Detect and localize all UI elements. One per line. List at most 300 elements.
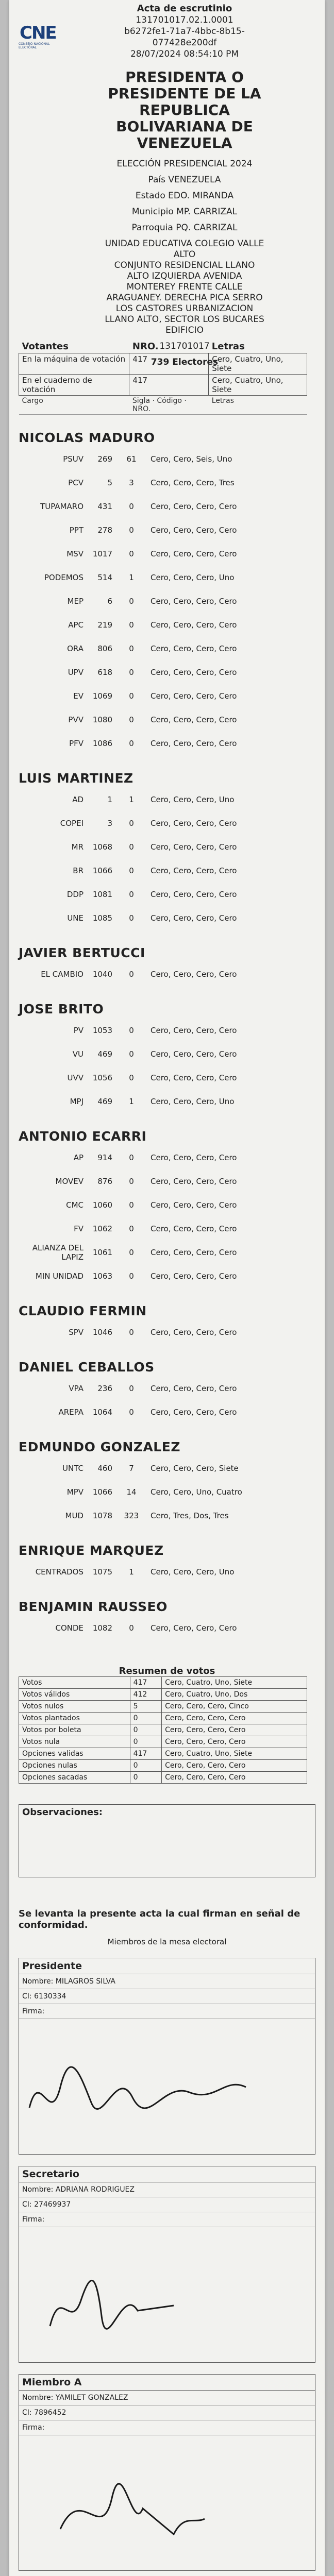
party-acronym: MEP <box>67 597 84 606</box>
summary-title: Resumen de votos <box>119 1666 215 1676</box>
party-votes-words: Cero, Cero, Cero, Cero <box>151 1623 237 1633</box>
party-acronym: VPA <box>69 1384 84 1393</box>
party-votes: 0 <box>129 1026 134 1035</box>
party-code: 1040 <box>92 970 112 979</box>
votantes-row-words: Cero, Cuatro, Uno, Siete <box>209 353 307 375</box>
party-code: 469 <box>97 1097 112 1106</box>
party-votes: 0 <box>129 1384 134 1393</box>
summary-row <box>19 1760 307 1772</box>
party-code: 3 <box>107 819 112 828</box>
party-votes-words: Cero, Cero, Cero, Cero <box>151 1049 237 1059</box>
party-votes: 0 <box>129 1224 134 1233</box>
members-title: Miembros de la mesa electoral <box>107 1937 227 1946</box>
party-acronym: CENTRADOS <box>35 1567 84 1577</box>
summary-label: Opciones validas <box>19 1748 130 1760</box>
party-votes: 3 <box>129 478 134 487</box>
party-votes: 0 <box>129 549 134 558</box>
party-acronym: UNE <box>67 913 84 923</box>
party-row <box>19 637 307 660</box>
address-2: ALTO IZQUIERDA AVENIDA <box>127 271 242 281</box>
party-row <box>19 906 307 930</box>
acta-timestamp: 28/07/2024 08:54:10 PM <box>130 49 239 59</box>
party-row <box>19 1504 307 1528</box>
party-acronym: PODEMOS <box>44 573 84 582</box>
party-row <box>19 811 307 835</box>
party-votes: 0 <box>129 1623 134 1633</box>
party-row <box>19 1560 307 1584</box>
party-row <box>19 708 307 732</box>
logo-subtitle: CONSEJO NACIONAL ELECTORAL <box>19 42 50 49</box>
cne-logo <box>16 23 56 49</box>
party-row <box>19 1456 307 1480</box>
country: País VENEZUELA <box>148 175 221 185</box>
member-firma-label: Firma: <box>19 2004 315 2019</box>
candidate-parties-table <box>19 1320 307 1344</box>
party-acronym: VU <box>72 1049 84 1059</box>
party-votes-words: Cero, Cero, Cero, Cero <box>151 644 237 653</box>
party-acronym: EV <box>73 691 84 701</box>
party-votes-words: Cero, Cero, Cero, Tres <box>151 478 235 487</box>
party-votes: 0 <box>129 866 134 875</box>
party-code: 1068 <box>92 842 112 852</box>
summary-words: Cero, Cero, Cero, Cero <box>162 1772 307 1784</box>
party-votes-words: Cero, Cero, Cero, Uno <box>151 1567 235 1577</box>
party-votes-words: Cero, Cero, Cero, Cero <box>151 549 237 558</box>
party-code: 1075 <box>92 1567 112 1577</box>
observations-box <box>19 1804 315 1877</box>
party-row <box>19 1320 307 1344</box>
summary-row <box>19 1677 307 1689</box>
party-acronym: FV <box>74 1224 84 1233</box>
address-1: CONJUNTO RESIDENCIAL LLANO <box>114 260 255 270</box>
party-row <box>19 732 307 755</box>
party-votes: 0 <box>129 1073 134 1082</box>
party-votes: 0 <box>129 526 134 535</box>
party-votes: 0 <box>129 1408 134 1417</box>
party-row <box>19 1480 307 1504</box>
party-row <box>19 1616 307 1640</box>
party-row <box>19 1400 307 1424</box>
candidate-name: BENJAMIN RAUSSEO <box>19 1599 168 1614</box>
acta-code: 131701017.02.1.0001 <box>136 15 233 25</box>
party-votes-words: Cero, Cero, Cero, Cero <box>151 668 237 677</box>
party-row <box>19 613 307 637</box>
party-votes-words: Cero, Cero, Cero, Cero <box>151 1026 237 1035</box>
center-code: 131701017 <box>159 341 210 351</box>
candidate-name: JAVIER BERTUCCI <box>19 945 145 960</box>
party-votes-words: Cero, Cero, Cero, Cero <box>151 739 237 748</box>
candidate-name: DANIEL CEBALLOS <box>19 1360 155 1375</box>
party-votes: 61 <box>126 454 137 464</box>
member-box <box>19 2166 315 2363</box>
party-votes: 1 <box>129 573 134 582</box>
summary-label: Votos nulos <box>19 1701 130 1713</box>
summary-num: 417 <box>130 1677 162 1689</box>
candidate-parties-table <box>19 447 307 755</box>
summary-label: Votos plantados <box>19 1713 130 1724</box>
member-firma-label: Firma: <box>19 2420 315 2435</box>
party-votes-words: Cero, Cero, Cero, Cero <box>151 1177 237 1186</box>
candidate-parties-table <box>19 788 307 930</box>
party-votes: 0 <box>129 890 134 899</box>
party-code: 236 <box>97 1384 112 1393</box>
candidate-name: EDMUNDO GONZALEZ <box>19 1439 180 1454</box>
party-row <box>19 1019 307 1042</box>
signature-stroke <box>60 2484 205 2534</box>
party-acronym: BR <box>73 866 84 875</box>
party-row <box>19 471 307 495</box>
party-votes-words: Cero, Cero, Cero, Cero <box>151 913 237 923</box>
summary-label: Votos válidos <box>19 1689 130 1701</box>
unit-name-2: ALTO <box>173 249 196 260</box>
party-acronym: AREPA <box>58 1408 84 1417</box>
candidate-name: ANTONIO ECARRI <box>19 1129 147 1144</box>
address-4: ARAGUANEY. DERECHA PICA SERRO <box>106 293 263 303</box>
party-code: 1056 <box>92 1073 112 1082</box>
party-code: 5 <box>107 478 112 487</box>
summary-row <box>19 1748 307 1760</box>
party-votes-words: Cero, Cero, Cero, Cero <box>151 620 237 630</box>
party-votes: 0 <box>129 819 134 828</box>
logo-text: CNE <box>20 23 56 43</box>
col-nro: NRO. <box>132 405 151 413</box>
party-votes: 0 <box>129 739 134 748</box>
party-votes-words: Cero, Cero, Cero, Uno <box>151 1097 235 1106</box>
party-code: 514 <box>97 573 112 582</box>
party-code: 1086 <box>92 739 112 748</box>
party-acronym: PPT <box>69 526 84 535</box>
party-row <box>19 589 307 613</box>
col-letras: Letras <box>209 396 307 415</box>
party-votes: 1 <box>129 795 134 804</box>
party-row <box>19 883 307 906</box>
party-code: 219 <box>97 620 112 630</box>
summary-num: 0 <box>130 1736 162 1748</box>
party-code: 431 <box>97 502 112 511</box>
candidate-parties-table <box>19 1019 307 1113</box>
party-votes-words: Cero, Cero, Cero, Cero <box>151 970 237 979</box>
summary-words: Cero, Cero, Cero, Cero <box>162 1736 307 1748</box>
party-row <box>19 518 307 542</box>
party-votes-words: Cero, Cero, Cero, Cero <box>151 1073 237 1082</box>
party-acronym: PV <box>73 1026 84 1035</box>
party-votes: 0 <box>129 1200 134 1210</box>
summary-num: 417 <box>130 1748 162 1760</box>
party-code: 1078 <box>92 1511 112 1520</box>
votantes-header: Votantes <box>19 340 129 353</box>
party-row <box>19 684 307 708</box>
observations-label: Observaciones: <box>22 1807 103 1818</box>
party-votes-words: Cero, Cero, Cero, Cero <box>151 502 237 511</box>
summary-label: Votos por boleta <box>19 1724 130 1736</box>
summary-words: Cero, Cuatro, Uno, Siete <box>162 1748 307 1760</box>
member-role: Miembro A <box>19 2375 315 2391</box>
party-votes-words: Cero, Cero, Cero, Cero <box>151 1408 237 1417</box>
party-votes-words: Cero, Cero, Cero, Cero <box>151 691 237 701</box>
unit-name-1: UNIDAD EDUCATIVA COLEGIO VALLE <box>105 239 264 249</box>
summary-label: Opciones sacadas <box>19 1772 130 1784</box>
address-7: EDIFICIO <box>165 325 204 335</box>
party-votes: 0 <box>129 1328 134 1337</box>
party-votes: 0 <box>129 502 134 511</box>
summary-table <box>19 1676 307 1784</box>
party-acronym: MUD <box>65 1511 84 1520</box>
party-code: 1017 <box>92 549 112 558</box>
party-row <box>19 566 307 589</box>
summary-words: Cero, Cero, Cero, Cinco <box>162 1701 307 1713</box>
party-row <box>19 1377 307 1400</box>
party-code: 914 <box>97 1153 112 1162</box>
party-votes: 0 <box>129 691 134 701</box>
summary-num: 0 <box>130 1724 162 1736</box>
member-name: Nombre: MILAGROS SILVA <box>19 1974 315 1989</box>
party-row <box>19 835 307 859</box>
party-row <box>19 1241 307 1264</box>
summary-row <box>19 1713 307 1724</box>
party-votes-words: Cero, Cero, Cero, Uno <box>151 795 235 804</box>
votantes-row-num: 417 <box>129 353 209 375</box>
candidate-name: JOSE BRITO <box>19 1002 104 1016</box>
party-votes-words: Cero, Cero, Cero, Cero <box>151 597 237 606</box>
party-votes: 0 <box>129 842 134 852</box>
party-votes-words: Cero, Tres, Dos, Tres <box>151 1511 229 1520</box>
party-row <box>19 1264 307 1288</box>
party-row <box>19 1090 307 1113</box>
party-code: 1 <box>107 795 112 804</box>
col-codigo: Código <box>157 397 182 405</box>
member-box <box>19 1958 315 2155</box>
party-row <box>19 660 307 684</box>
candidate-name: LUIS MARTINEZ <box>19 771 133 786</box>
summary-num: 0 <box>130 1772 162 1784</box>
party-row <box>19 542 307 566</box>
party-code: 876 <box>97 1177 112 1186</box>
party-votes: 14 <box>126 1487 137 1497</box>
votantes-row-label: En la máquina de votación <box>19 353 129 375</box>
party-acronym: MOVEV <box>55 1177 84 1186</box>
summary-label: Votos nula <box>19 1736 130 1748</box>
party-acronym: PVV <box>68 715 84 724</box>
party-code: 1085 <box>92 913 112 923</box>
party-row <box>19 1170 307 1193</box>
party-acronym: UPV <box>68 668 84 677</box>
summary-num: 0 <box>130 1760 162 1772</box>
votantes-row-label: En el cuaderno de votación <box>19 375 129 396</box>
party-votes-words: Cero, Cero, Seis, Uno <box>151 454 232 464</box>
nro-header: NRO. <box>129 340 209 353</box>
member-box <box>19 2374 315 2571</box>
summary-row <box>19 1724 307 1736</box>
party-votes-words: Cero, Cero, Cero, Cero <box>151 1153 237 1162</box>
party-code: 1064 <box>92 1408 112 1417</box>
summary-row <box>19 1701 307 1713</box>
summary-row <box>19 1772 307 1784</box>
party-code: 269 <box>97 454 112 464</box>
member-ci: CI: 27469937 <box>19 2197 315 2212</box>
party-acronym: DDP <box>66 890 84 899</box>
signature-stroke <box>50 2280 174 2329</box>
candidate-parties-table <box>19 1146 307 1288</box>
party-acronym: TUPAMARO <box>40 502 84 511</box>
member-name: Nombre: ADRIANA RODRIGUEZ <box>19 2182 315 2197</box>
acta-uuid-1: b6272fe1-71a7-4bbc-8b15- <box>124 26 245 37</box>
candidate-parties-table <box>19 1616 307 1640</box>
party-code: 1081 <box>92 890 112 899</box>
party-votes-words: Cero, Cero, Cero, Uno <box>151 573 235 582</box>
party-acronym: PCV <box>68 478 84 487</box>
party-acronym: AP <box>73 1153 84 1162</box>
candidate-parties-table <box>19 1560 307 1584</box>
summary-row <box>19 1689 307 1701</box>
summary-num: 412 <box>130 1689 162 1701</box>
summary-words: Cero, Cero, Cero, Cero <box>162 1760 307 1772</box>
party-row <box>19 1193 307 1217</box>
party-acronym: APC <box>68 620 84 630</box>
municipality: Municipio MP. CARRIZAL <box>131 207 238 217</box>
party-code: 6 <box>107 597 112 606</box>
party-code: 618 <box>97 668 112 677</box>
party-row <box>19 495 307 518</box>
summary-words: Cero, Cero, Cero, Cero <box>162 1724 307 1736</box>
member-name: Nombre: YAMILET GONZALEZ <box>19 2391 315 2405</box>
party-row <box>19 788 307 811</box>
candidate-name: NICOLAS MADURO <box>19 430 155 445</box>
party-votes: 0 <box>129 1272 134 1281</box>
party-code: 806 <box>97 644 112 653</box>
election-name: ELECCIÓN PRESIDENCIAL 2024 <box>116 159 253 169</box>
party-code: 1066 <box>92 1487 112 1497</box>
party-acronym: MPV <box>66 1487 84 1497</box>
legal-statement: Se levanta la presente acta la cual firman en señal de conformidad. <box>19 1908 300 1930</box>
acta-uuid-2: 077428e200df <box>152 38 217 48</box>
acta-title: Acta de escrutinio <box>137 3 232 14</box>
candidates-list <box>9 415 325 1640</box>
votantes-row-num: 417 <box>129 375 209 396</box>
receipt-paper <box>9 0 325 2576</box>
party-acronym: AD <box>72 795 84 804</box>
party-acronym: MR <box>71 842 84 852</box>
location-info <box>87 159 282 368</box>
party-votes-words: Cero, Cero, Cero, Cero <box>151 819 237 828</box>
party-code: 1082 <box>92 1623 112 1633</box>
party-acronym: MSV <box>66 549 84 558</box>
party-acronym: ORA <box>67 644 84 653</box>
office-title: PRESIDENTA O PRESIDENTE DE LA REPUBLICA BOLIVARIANA DE VENEZUELA <box>108 69 261 151</box>
party-acronym: UNTC <box>62 1464 84 1473</box>
party-votes: 1 <box>129 1567 134 1577</box>
party-code: 1060 <box>92 1200 112 1210</box>
address-5: LOS CASTORES URBANIZACION <box>115 303 254 314</box>
party-votes-words: Cero, Cero, Cero, Cero <box>151 1384 237 1393</box>
votantes-row-words: Cero, Cuatro, Uno, Siete <box>209 375 307 396</box>
party-acronym: COPEI <box>60 819 84 828</box>
candidate-parties-table <box>19 962 307 986</box>
member-role: Secretario <box>19 2166 315 2182</box>
member-ci: CI: 7896452 <box>19 2405 315 2420</box>
party-acronym: MPJ <box>70 1097 84 1106</box>
summary-num: 5 <box>130 1701 162 1713</box>
party-acronym: ALIANZA DEL LAPIZ <box>32 1243 84 1262</box>
votantes-table: Votantes NRO. Letras En la máquina de votación 417 Cero, Cuatro, Uno, Siete En el cuaderno de votación 417 Cero, Cuatro, Uno, Siete Cargo Sigla · Código · NRO. Letras <box>19 340 307 415</box>
party-votes: 0 <box>129 1177 134 1186</box>
party-code: 460 <box>97 1464 112 1473</box>
summary-label: Votos <box>19 1677 130 1689</box>
members-list <box>9 1958 325 2576</box>
parish: Parroquia PQ. CARRIZAL <box>131 223 238 233</box>
party-votes-words: Cero, Cero, Cero, Cero <box>151 1272 237 1281</box>
party-acronym: CONDE <box>55 1623 84 1633</box>
party-votes: 0 <box>129 1248 134 1257</box>
party-votes-words: Cero, Cero, Cero, Cero <box>151 1224 237 1233</box>
party-row <box>19 447 307 471</box>
party-votes: 0 <box>129 913 134 923</box>
party-votes-words: Cero, Cero, Cero, Cero <box>151 1200 237 1210</box>
party-votes-words: Cero, Cero, Cero, Siete <box>151 1464 239 1473</box>
party-votes: 0 <box>129 668 134 677</box>
candidate-name: CLAUDIO FERMIN <box>19 1303 147 1318</box>
party-votes-words: Cero, Cero, Cero, Cero <box>151 1248 237 1257</box>
address-6: LLANO ALTO, SECTOR LOS BUCARES <box>105 314 264 325</box>
summary-words: Cero, Cuatro, Uno, Dos <box>162 1689 307 1701</box>
summary-words: Cero, Cuatro, Uno, Siete <box>162 1677 307 1689</box>
party-row <box>19 1042 307 1066</box>
party-acronym: SPV <box>69 1328 84 1337</box>
party-code: 1069 <box>92 691 112 701</box>
state: Estado EDO. MIRANDA <box>135 191 234 201</box>
party-votes-words: Cero, Cero, Cero, Cero <box>151 842 237 852</box>
party-votes: 7 <box>129 1464 134 1473</box>
party-code: 1080 <box>92 715 112 724</box>
summary-words: Cero, Cero, Cero, Cero <box>162 1713 307 1724</box>
party-code: 1046 <box>92 1328 112 1337</box>
party-code: 1066 <box>92 866 112 875</box>
signature-stroke <box>29 2067 246 2109</box>
summary-num: 0 <box>130 1713 162 1724</box>
party-votes: 0 <box>129 1153 134 1162</box>
party-votes: 0 <box>129 597 134 606</box>
party-row <box>19 962 307 986</box>
party-row <box>19 1066 307 1090</box>
party-votes-words: Cero, Cero, Cero, Cero <box>151 715 237 724</box>
party-acronym: PFV <box>69 739 84 748</box>
party-code: 469 <box>97 1049 112 1059</box>
candidate-name: ENRIQUE MARQUEZ <box>19 1543 164 1558</box>
col-cargo: Cargo <box>19 396 129 415</box>
party-acronym: PSUV <box>63 454 84 464</box>
party-votes: 0 <box>129 644 134 653</box>
party-votes: 1 <box>129 1097 134 1106</box>
party-code: 1063 <box>92 1272 112 1281</box>
col-sigla: Sigla <box>132 397 151 405</box>
party-acronym: CMC <box>66 1200 84 1210</box>
party-row <box>19 1217 307 1241</box>
party-votes-words: Cero, Cero, Cero, Cero <box>151 866 237 875</box>
candidate-parties-table <box>19 1456 307 1528</box>
party-code: 1062 <box>92 1224 112 1233</box>
party-code: 1053 <box>92 1026 112 1035</box>
summary-row <box>19 1736 307 1748</box>
party-acronym: MIN UNIDAD <box>35 1272 84 1281</box>
signature-image <box>19 2254 316 2357</box>
summary-label: Opciones nulas <box>19 1760 130 1772</box>
candidate-parties-table <box>19 1377 307 1424</box>
signature-image <box>19 2046 316 2149</box>
letras-header: Letras <box>209 340 307 353</box>
party-row <box>19 1146 307 1170</box>
party-votes-words: Cero, Cero, Cero, Cero <box>151 526 237 535</box>
electors-count: 739 Electores <box>151 357 219 367</box>
party-code: 1061 <box>92 1248 112 1257</box>
